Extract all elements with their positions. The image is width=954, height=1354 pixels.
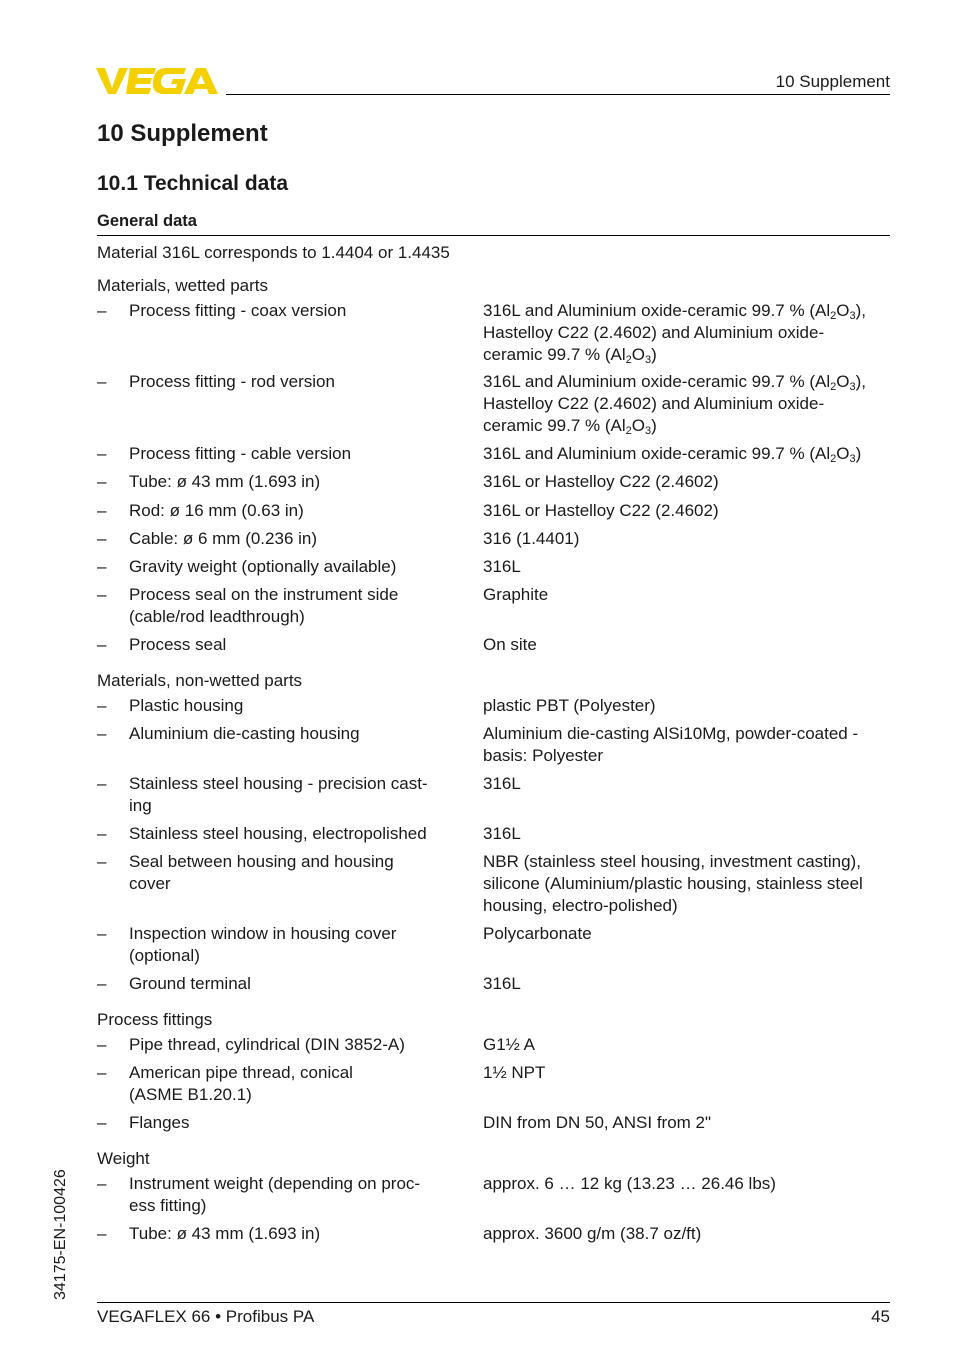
dash: – — [97, 501, 107, 520]
row-value: Graphite — [483, 585, 549, 604]
dash: – — [97, 635, 107, 654]
row-label: Stainless steel housing - precision cast- ing — [129, 774, 428, 815]
row-label: Pipe thread, cylindrical (DIN 3852-A) — [129, 1035, 405, 1054]
row-label: Gravity weight (optionally available) — [129, 557, 397, 576]
section-title: 10.1 Technical data — [97, 172, 289, 195]
page-number: 45 — [871, 1307, 890, 1326]
row-label: Ground terminal — [129, 974, 251, 993]
row-value: approx. 6 … 12 kg (13.23 … 26.46 lbs) — [483, 1174, 776, 1193]
dash: – — [97, 557, 107, 576]
dash: – — [97, 824, 107, 843]
footer-rule — [97, 1302, 890, 1303]
row-label: Tube: ø 43 mm (1.693 in) — [129, 472, 321, 491]
row-value: G1½ A — [483, 1035, 535, 1054]
row-value: approx. 3600 g/m (38.7 oz/ft) — [483, 1224, 702, 1243]
dash: – — [97, 924, 107, 943]
dash: – — [97, 1174, 107, 1193]
row-value: 316L — [483, 824, 521, 843]
dash: – — [97, 1035, 107, 1054]
running-header: 10 Supplement — [775, 72, 890, 91]
row-label: Instrument weight (depending on proc- ess fitting) — [129, 1174, 421, 1215]
row-value: 316L or Hastelloy C22 (2.4602) — [483, 501, 719, 520]
row-value: 1½ NPT — [483, 1063, 546, 1082]
row-value: DIN from DN 50, ANSI from 2" — [483, 1113, 712, 1132]
row-value: plastic PBT (Polyester) — [483, 696, 656, 715]
dash: – — [97, 372, 107, 391]
row-value: 316L — [483, 557, 521, 576]
dash: – — [97, 1224, 107, 1243]
row-label: Process fitting - rod version — [129, 372, 335, 391]
row-value: 316L — [483, 974, 521, 993]
chapter-title: 10 Supplement — [97, 120, 268, 147]
row-label: American pipe thread, conical (ASME B1.20.1) — [129, 1063, 353, 1104]
row-label: Aluminium die-casting housing — [129, 724, 360, 743]
row-label: Seal between housing and housing cover — [129, 852, 394, 893]
dash: – — [97, 1063, 107, 1082]
dash: – — [97, 585, 107, 604]
row-label: Process seal on the instrument side (cable/rod leadthrough) — [129, 585, 399, 626]
dash: – — [97, 852, 107, 871]
row-label: Cable: ø 6 mm (0.236 in) — [129, 529, 318, 548]
row-value: 316L and Aluminium oxide-ceramic 99.7 % $(Al_2O_3)$ — [483, 444, 862, 465]
row-label: Rod: ø 16 mm (0.63 in) — [129, 501, 304, 520]
row-label: Plastic housing — [129, 696, 244, 715]
header-rule — [226, 94, 890, 95]
dash: – — [97, 472, 107, 491]
dash: – — [97, 444, 107, 463]
row-label: Process fitting - cable version — [129, 444, 352, 463]
row-label: Process fitting - coax version — [129, 301, 347, 320]
footer-product: VEGAFLEX 66 • Profibus PA — [97, 1307, 315, 1326]
row-label: Flanges — [129, 1113, 190, 1132]
dash: – — [97, 696, 107, 715]
row-label: Inspection window in housing cover (optional) — [129, 924, 397, 965]
row-value: 316L — [483, 774, 521, 793]
row-label: Stainless steel housing, electropolished — [129, 824, 427, 843]
row-value: Aluminium die-casting AlSi10Mg, powder-coated - basis: Polyester — [483, 724, 859, 765]
row-value: Polycarbonate — [483, 924, 592, 943]
row-value: NBR (stainless steel housing, investment casting), silicone (Aluminium/plastic housing, stainless steel housing, electro-polished) — [483, 852, 863, 915]
wetted-heading: Materials, wetted parts — [97, 276, 269, 295]
row-label: Tube: ø 43 mm (1.693 in) — [129, 1224, 321, 1243]
general-data-heading: General data — [97, 212, 197, 230]
nonwetted-heading: Materials, non-wetted parts — [97, 671, 303, 690]
vega-logo — [96, 66, 220, 96]
dash: – — [97, 529, 107, 548]
row-value: 316L or Hastelloy C22 (2.4602) — [483, 472, 719, 491]
row-label: Process seal — [129, 635, 227, 654]
dash: – — [97, 974, 107, 993]
dash: – — [97, 774, 107, 793]
material-note: Material 316L corresponds to 1.4404 or 1.4435 — [97, 243, 450, 262]
weight-heading: Weight — [97, 1149, 150, 1168]
row-value: 316 (1.4401) — [483, 529, 580, 548]
row-value: On site — [483, 635, 537, 654]
dash: – — [97, 724, 107, 743]
dash: – — [97, 301, 107, 320]
dash: – — [97, 1113, 107, 1132]
section-rule — [97, 235, 890, 236]
row-value: 316L and Aluminium oxide-ceramic 99.7 % $(Al_2O_3)$, Hastelloy C22 (2.4602) and Aluminium oxide- ceramic 99.7 % $(Al_2O_3)$ — [483, 372, 866, 437]
fittings-heading: Process fittings — [97, 1010, 213, 1029]
document-code: 34175-EN-100426 — [52, 1169, 69, 1300]
row-value: 316L and Aluminium oxide-ceramic 99.7 % $(Al_2O_3)$, Hastelloy C22 (2.4602) and Aluminium oxide- ceramic 99.7 % $(Al_2O_3)$ — [483, 301, 866, 366]
